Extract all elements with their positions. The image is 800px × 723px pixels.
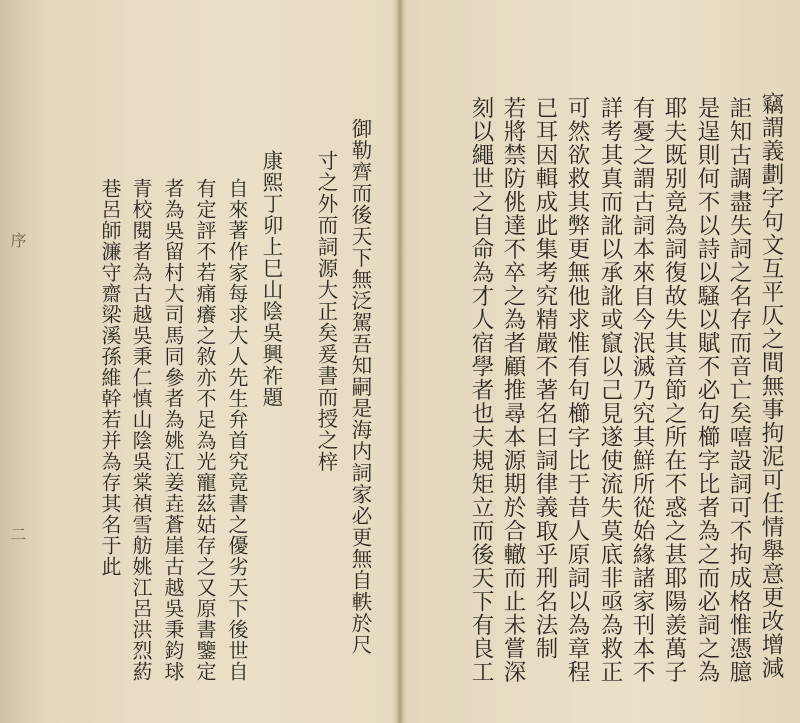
bleed-through-left-a: [20, 110, 57, 136]
left-col-3: 康熙丁卯上巳山陰吳興祚題: [259, 150, 283, 408]
left-col-7: 青校閱者為古越吳秉仁慎山陰吳棠禎雪舫姚江呂洪烈葯: [129, 178, 153, 682]
right-col-8: 已耳因輯成此集考究精嚴不著名曰詞律義取乎刑名法制: [532, 96, 558, 660]
right-col-5: 有憂之謂古詞本來自今泯滅乃究其鮮所從始緣諸家刊本不: [629, 96, 655, 684]
right-col-2: 詎知古調盡失詞之名存而音亡矣嘻設詞可不拘成格惟憑臆: [726, 96, 752, 684]
right-col-1: 竊謂義劃字句文互平仄之間無事拘泥可任情舉意更改增減: [758, 92, 784, 680]
right-col-4: 耶夫既别竟為詞復故失其音節之所在不惑之甚耶陽羨萬子: [661, 96, 687, 684]
right-page: [400, 0, 800, 723]
right-col-10: 刻以繩世之自命為才人宿學者也夫規矩立而後天下有良工: [468, 96, 494, 684]
margin-mark-xu: 序: [8, 232, 27, 248]
margin-mark-page-number: 二: [8, 526, 27, 542]
left-col-8: 巷呂師濂守齋梁溪孫維幹若并為存其名于此: [98, 178, 122, 577]
right-col-7: 可然欲救其弊更無他求惟有句櫛字比于昔人原詞以為章程: [564, 96, 590, 684]
right-col-6: 詳考其真而訛以承訛或竄以己見遂使流失莫底非亟為救正: [597, 96, 623, 684]
left-col-4: 自來著作家每求大人先生弁首究竟書之優劣天下後世自: [225, 178, 249, 682]
left-col-1: 御勒齊而後天下無泛駕吾知嗣是海内詞家必更無自軼於尺: [348, 118, 372, 656]
left-col-5: 有定評不若痛癢之敘亦不足為光寵茲姑存之又原書鑒定: [193, 178, 217, 682]
left-col-2: 寸之外而詞源大正矣爰書而授之梓: [314, 150, 338, 473]
right-col-9: 若將禁防佻達不卒之為者顧推尋本源期於合轍而止未嘗深: [500, 96, 526, 684]
left-col-6: 者為吳留村大司馬同參者為姚江姜垚蒼崖古越吳秉鈞球: [161, 178, 185, 682]
right-col-3: 是逞則何不以詩以騷以賦不必句櫛字比者為之而必詞之為: [694, 96, 720, 684]
